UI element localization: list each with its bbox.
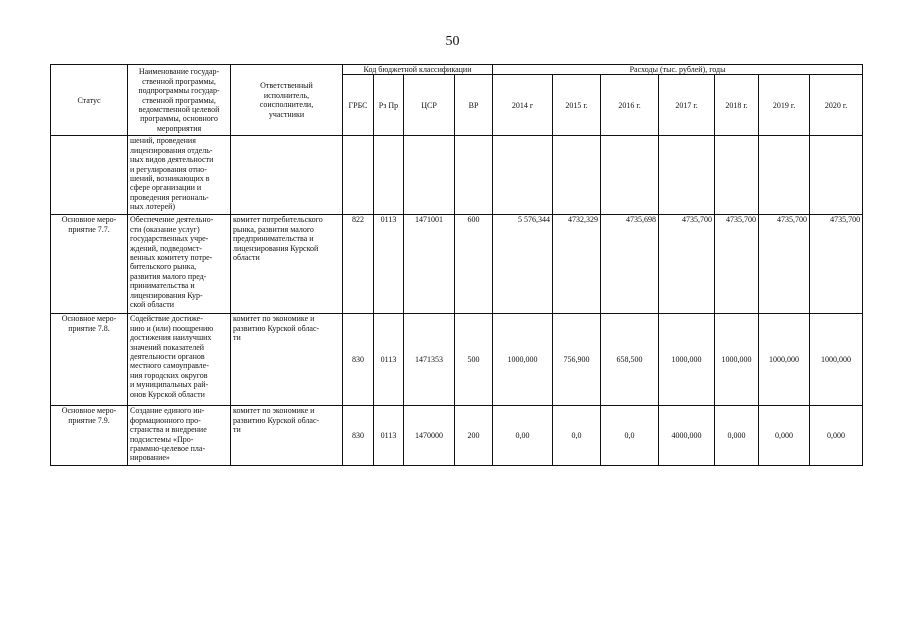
header-row-top: [51, 65, 863, 75]
row-name: шений, проведения лицензирования отдель- ных видов деятельности и регулирования отно- шений, возникающих в сфере организации и проведения региональ- ных лотерей): [128, 136, 231, 215]
row-value-2018: 0,000: [715, 406, 759, 466]
row-value-2018: [715, 136, 759, 215]
row-name: Создание единого ин- формационного про- странства и внедрение подсистемы «Про- граммно-целевое пла- нирование»: [128, 406, 231, 466]
row-grbs: [343, 136, 374, 215]
row-responsible: комитет по экономике и развитию Курской облас- ти: [231, 406, 343, 466]
row-value-2015: [553, 136, 601, 215]
row-vr: [455, 136, 493, 215]
row-value-2016: 4735,698: [601, 215, 659, 314]
row-value-2014: [493, 136, 553, 215]
row-grbs: 830: [343, 406, 374, 466]
row-csr: 1471001: [404, 215, 455, 314]
row-value-2020: [810, 136, 863, 215]
row-grbs: 822: [343, 215, 374, 314]
header-year-2018: 2018 г.: [715, 75, 759, 136]
row-responsible: комитет потребительского рынка, развития малого предпринимательства и лицензирования Курской области: [231, 215, 343, 314]
header-year-2017: 2017 г.: [659, 75, 715, 136]
budget-table: [50, 64, 863, 466]
header-year-2016: 2016 г.: [601, 75, 659, 136]
row-csr: 1470000: [404, 406, 455, 466]
row-value-2015: 756,900: [553, 314, 601, 406]
row-status: Основное меро- приятие 7.7.: [51, 215, 128, 314]
header-expenses: Расходы (тыс. рублей), годы: [493, 65, 863, 75]
header-code-rzpr: Рз Пр: [374, 75, 404, 136]
row-rzpr: 0113: [374, 215, 404, 314]
row-value-2015: 0,0: [553, 406, 601, 466]
row-status: Основное меро- приятие 7.8.: [51, 314, 128, 406]
table-row: [51, 136, 863, 215]
table-row: [51, 215, 863, 314]
header-year-2019: 2019 г.: [759, 75, 810, 136]
header-status: Статус: [51, 65, 128, 136]
row-value-2019: 1000,000: [759, 314, 810, 406]
row-responsible: комитет по экономике и развитию Курской облас- ти: [231, 314, 343, 406]
header-name: Наименование государ- ственной программы, подпрограммы государ- ственной программы, ведомственной целевой программы, основного мероприятия: [128, 65, 231, 136]
row-responsible: [231, 136, 343, 215]
row-value-2017: 1000,000: [659, 314, 715, 406]
row-value-2016: 658,500: [601, 314, 659, 406]
row-value-2014: 1000,000: [493, 314, 553, 406]
row-value-2014: 5 576,344: [493, 215, 553, 314]
header-budget-code: Код бюджетной классификации: [343, 65, 493, 75]
header-year-2014: 2014 г: [493, 75, 553, 136]
header-year-2020: 2020 г.: [810, 75, 863, 136]
header-code-csr: ЦСР: [404, 75, 455, 136]
row-value-2014: 0,00: [493, 406, 553, 466]
row-vr: 600: [455, 215, 493, 314]
row-status: [51, 136, 128, 215]
header-code-vr: ВР: [455, 75, 493, 136]
row-value-2020: 1000,000: [810, 314, 863, 406]
row-value-2020: 4735,700: [810, 215, 863, 314]
row-value-2015: 4732,329: [553, 215, 601, 314]
row-rzpr: 0113: [374, 406, 404, 466]
row-value-2018: 1000,000: [715, 314, 759, 406]
row-grbs: 830: [343, 314, 374, 406]
row-rzpr: 0113: [374, 314, 404, 406]
row-value-2017: [659, 136, 715, 215]
header-year-2015: 2015 г.: [553, 75, 601, 136]
row-name: Содействие достиже- нию и (или) поощрению достижения наилучших значений показателей деятельности органов местного самоуправле- ния городских округов и муниципальных рай- онов Курской области: [128, 314, 231, 406]
header-responsible: Ответственный исполнитель, соисполнители, участники: [231, 65, 343, 136]
header-code-grbs: ГРБС: [343, 75, 374, 136]
table-row: [51, 314, 863, 406]
row-value-2016: 0,0: [601, 406, 659, 466]
row-value-2017: 4735,700: [659, 215, 715, 314]
row-value-2017: 4000,000: [659, 406, 715, 466]
row-csr: [404, 136, 455, 215]
page-number: 50: [445, 34, 460, 49]
row-value-2018: 4735,700: [715, 215, 759, 314]
row-name: Обеспечение деятельно- сти (оказание услуг) государственных учре- ждений, подведомст- венных комитету потре- бительского рынка, развития малого пред- принимательства и лицензирования Кур- ской области: [128, 215, 231, 314]
row-rzpr: [374, 136, 404, 215]
table-row: [51, 406, 863, 466]
row-csr: 1471353: [404, 314, 455, 406]
row-value-2016: [601, 136, 659, 215]
row-vr: 200: [455, 406, 493, 466]
row-value-2020: 0,000: [810, 406, 863, 466]
row-status: Основное меро- приятие 7.9.: [51, 406, 128, 466]
row-vr: 500: [455, 314, 493, 406]
row-value-2019: [759, 136, 810, 215]
row-value-2019: 0,000: [759, 406, 810, 466]
row-value-2019: 4735,700: [759, 215, 810, 314]
